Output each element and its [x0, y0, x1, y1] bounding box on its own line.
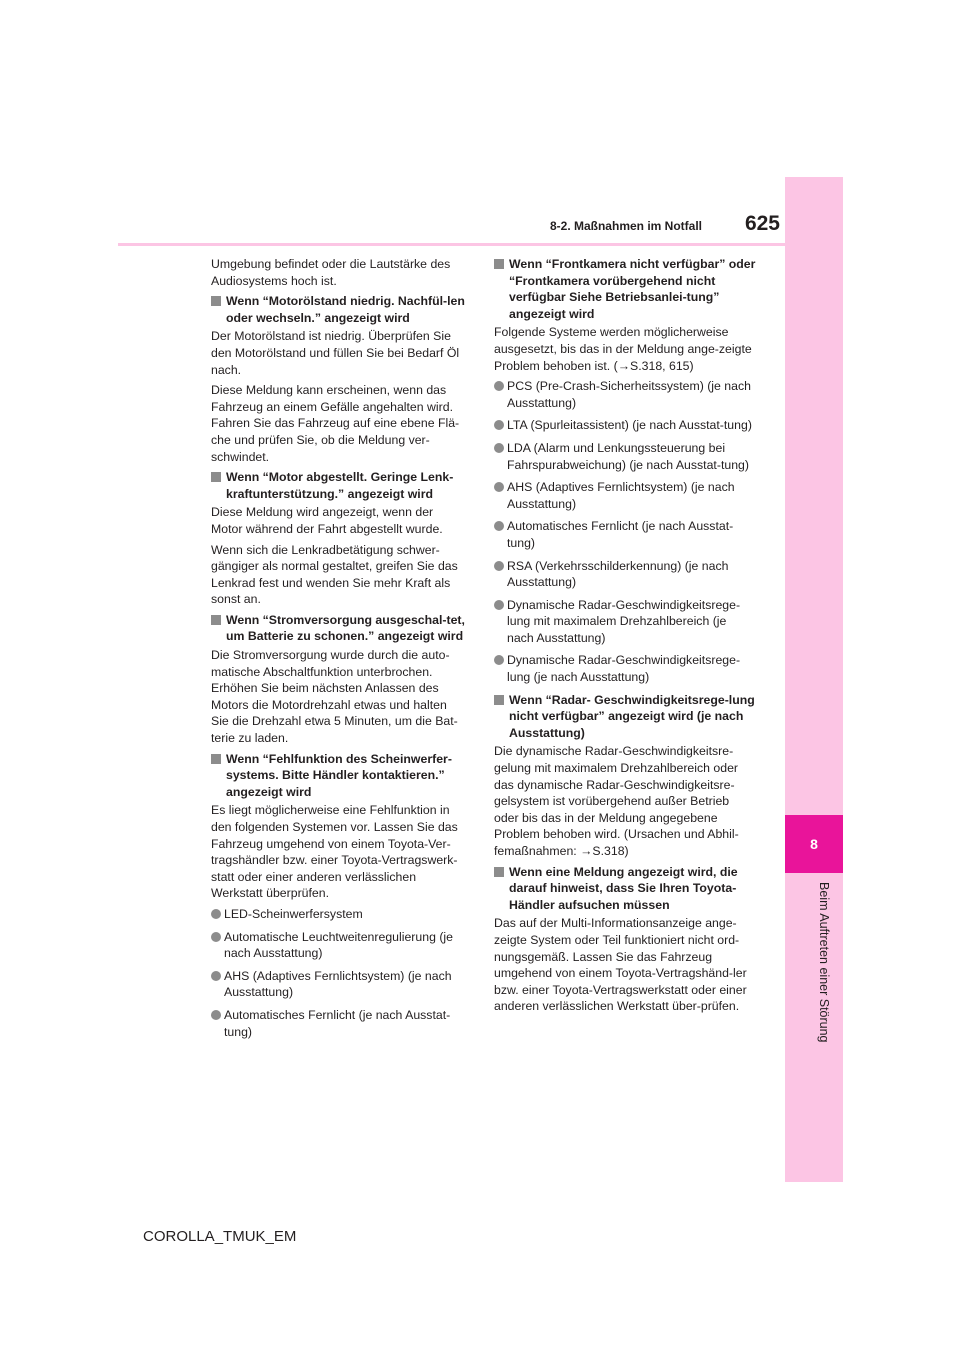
- list-item-text: Dynamische Radar-Geschwindigkeitsrege-lung (je nach Ausstattung): [507, 653, 741, 685]
- right-column: [494, 256, 756, 1019]
- list-item-text: AHS (Adaptives Fernlichtsystem) (je nach Ausstattung): [507, 480, 735, 511]
- list-item-text: Dynamische Radar-Geschwindigkeitsrege-lung mit maximalem Drehzahlbereich (je nach Ausstattung): [507, 597, 741, 645]
- square-bullet-icon: [211, 754, 221, 764]
- chapter-number: 8: [810, 836, 818, 852]
- square-bullet-icon: [494, 259, 504, 269]
- list-item-text: LTA (Spurleitassistent) (je nach Ausstat-tung): [507, 418, 752, 433]
- radar-text-1: Die dynamische Radar-Geschwindigkeitsre-gelung mit maximalem Drehzahlbereich oder das dynamische Radar-Geschwindigkeitsre-gelsystem ist vorübergehend außer Betrieb oder bis das in der Meldung angegebene Problem behoben wird. (Ursachen und Abhil-femaßnahmen: →S.318): [494, 744, 739, 858]
- list-item: [211, 968, 467, 1001]
- round-bullet-icon: [494, 561, 504, 571]
- oil-heading-text: Wenn “Motorölstand niedrig. Nachfül-len oder wechseln.” angezeigt wird: [226, 294, 465, 325]
- power-heading-text: Wenn “Stromversorgung ausgeschal-tet, um Batterie zu schonen.” angezeigt wird: [226, 612, 465, 644]
- round-bullet-icon: [494, 600, 504, 610]
- section-title: 8-2. Maßnahmen im Notfall: [549, 219, 702, 233]
- list-item-text: Automatisches Fernlicht (je nach Ausstat-tung): [507, 519, 734, 550]
- list-item: [494, 558, 756, 591]
- engine-text-2: Wenn sich die Lenkradbetätigung schwer-gängiger als normal gestaltet, greifen Sie das Lenkrad fest und wenden Sie mehr Kraft als sonst an.: [211, 542, 458, 607]
- square-bullet-icon: [211, 296, 221, 306]
- oil-text-2: Diese Meldung kann erscheinen, wenn das Fahrzeug an einem Gefälle angehalten wird. Fahren Sie das Fahrzeug auf eine ebene Flä-che und prüfen Sie, ob die Meldung ver-schwindet.: [211, 383, 460, 464]
- list-item: [494, 597, 756, 647]
- round-bullet-icon: [211, 909, 221, 919]
- square-bullet-icon: [494, 867, 504, 877]
- oil-text-1: Der Motorölstand ist niedrig. Überprüfen Sie den Motorölstand und füllen Sie bei Bedarf Öl nach.: [211, 329, 460, 377]
- page-number: 625: [744, 212, 780, 235]
- engine-heading-text: Wenn “Motor abgestellt. Geringe Lenk-kraftunterstützung.” angezeigt wird: [226, 470, 454, 501]
- square-bullet-icon: [494, 695, 504, 705]
- power-text-1: Die Stromversorgung wurde durch die auto-matische Abschaltfunktion unterbrochen. Erhöhen Sie beim nächsten Anlassen des Motors die Motordrehzahl etwas und halten Sie die Drehzahl etwa 5 Minuten, um die Bat-terie zu laden.: [211, 648, 458, 746]
- dealer-heading-text: Wenn eine Meldung angezeigt wird, die darauf hinweist, dass Sie Ihren Toyota-Händler aufsuchen müssen: [509, 864, 738, 912]
- square-bullet-icon: [211, 472, 221, 482]
- header-rule: [118, 243, 785, 246]
- left-column: [211, 256, 467, 1046]
- dealer-heading: [494, 864, 756, 914]
- list-item: [211, 906, 467, 923]
- round-bullet-icon: [494, 443, 504, 453]
- list-item: [211, 1007, 467, 1040]
- dealer-text-1: Das auf der Multi-Informationsanzeige ange-zeigte System oder Teil funktioniert nicht ord-nungsgemäß. Lassen Sie das Fahrzeug umgehend von einem Toyota-Vertragshänd-ler bzw. einer Toyota-Vertragswerkstatt oder einer anderen verlässlichen Werkstatt über-prüfen.: [494, 916, 747, 1014]
- list-item: [211, 929, 467, 962]
- chapter-title: Beim Auftreten einer Störung: [817, 882, 831, 1043]
- camera-text-1: Folgende Systeme werden möglicherweise ausgesetzt, bis das in der Meldung ange-zeigte Problem behoben ist. (→S.318, 615): [494, 325, 752, 373]
- camera-heading: [494, 256, 756, 322]
- list-item-text: RSA (Verkehrsschilderkennung) (je nach Ausstattung): [507, 558, 729, 590]
- list-item: [494, 652, 756, 685]
- round-bullet-icon: [494, 521, 504, 531]
- engine-heading: [211, 469, 467, 502]
- chapter-number-tab[interactable]: [785, 815, 843, 873]
- power-heading: [211, 612, 467, 645]
- round-bullet-icon: [494, 482, 504, 492]
- radar-heading-text: Wenn “Radar- Geschwindigkeitsrege-lung nicht verfügbar” angezeigt wird (je nach Ausstattung): [509, 692, 755, 740]
- camera-heading-text: Wenn “Frontkamera nicht verfügbar” oder “Frontkamera vorübergehend nicht verfügbar Siehe Betriebsanlei-tung” angezeigt wird: [509, 257, 756, 321]
- intro-text: Umgebung befindet oder die Lautstärke des Audiosystems hoch ist.: [211, 257, 451, 288]
- list-item-text: LDA (Alarm und Lenkungssteuerung bei Fahrspurabweichung) (je nach Ausstat-tung): [507, 440, 749, 472]
- document-code: COROLLA_TMUK_EM: [143, 1228, 297, 1245]
- round-bullet-icon: [494, 420, 504, 430]
- headlight-heading: [211, 751, 467, 801]
- list-item: [494, 479, 756, 512]
- oil-heading: [211, 293, 467, 326]
- engine-text-1: Diese Meldung wird angezeigt, wenn der Motor während der Fahrt abgestellt wurde.: [211, 505, 443, 536]
- round-bullet-icon: [494, 381, 504, 391]
- square-bullet-icon: [211, 615, 221, 625]
- list-item-text: LED-Scheinwerfersystem: [224, 906, 363, 921]
- round-bullet-icon: [211, 1010, 221, 1020]
- headlight-heading-text: Wenn “Fehlfunktion des Scheinwerfer-systems. Bitte Händler kontaktieren.” angezeigt wird: [226, 751, 452, 799]
- list-item-text: Automatisches Fernlicht (je nach Ausstat-tung): [224, 1007, 451, 1039]
- list-item-text: Automatische Leuchtweitenregulierung (je nach Ausstattung): [224, 929, 453, 961]
- round-bullet-icon: [211, 971, 221, 981]
- list-item: [494, 417, 756, 434]
- headlight-text-1: Es liegt möglicherweise eine Fehlfunktion in den folgenden Systemen vor. Lassen Sie das Fahrzeug umgehend von einem Toyota-Ver-tragshändler bzw. einer Toyota-Vertragswerk-statt oder einer anderen verlässlichen Werkstatt überprüfen.: [211, 803, 458, 901]
- list-item-text: PCS (Pre-Crash-Sicherheitssystem) (je nach Ausstattung): [507, 379, 751, 410]
- list-item: [494, 378, 756, 411]
- round-bullet-icon: [211, 932, 221, 942]
- round-bullet-icon: [494, 655, 504, 665]
- list-item-text: AHS (Adaptives Fernlichtsystem) (je nach Ausstattung): [224, 968, 452, 1000]
- list-item: [494, 440, 756, 473]
- list-item: [494, 518, 756, 551]
- radar-heading: [494, 692, 756, 742]
